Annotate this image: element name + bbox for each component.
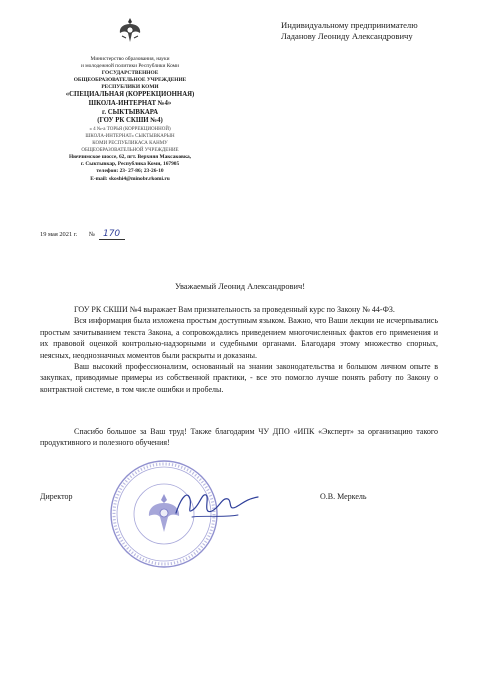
ministry-line-2: и молодежной политики Республики Коми	[81, 63, 179, 70]
org-line-1: ГОСУДАРСТВЕННОЕ	[101, 70, 159, 77]
komi-line-1: « 4 №-а ТОРЬЯ (КОРРЕКЦИОННОЙ)	[89, 126, 171, 132]
thanks-paragraph: Спасибо большое за Ваш труд! Также благодарим ЧУ ДПО «ИПК «Эксперт» за организацию такого продуктивного и полезного обучения!	[40, 427, 438, 448]
address-line-2: г. Сыктывкар, Республика Коми, 167905	[80, 161, 180, 168]
komi-line-2: ШКОЛА-ИНТЕРНАТ» СЫКТЫВКАРЫН	[85, 133, 175, 139]
komi-line-3: КОМИ РЕСПУБЛИКАСА КАНМУ	[92, 141, 168, 147]
paragraph-1: ГОУ РК СКШИ №4 выражает Вам признательность за проведенный курс по Закону № 44-ФЗ.	[74, 305, 395, 314]
ministry-line-1: Министерство образования, науки	[90, 56, 170, 62]
address-line-1: Нюччимское шоссе, 62, пгт. Верхняя Максаковка,	[68, 154, 192, 161]
letter-date: 19 мая 2021 г.	[40, 231, 78, 238]
org-line-5: ШКОЛА-ИНТЕРНАТ №4»	[88, 100, 172, 108]
handwritten-signature	[172, 485, 262, 525]
recipient-line-2: Ладанову Леониду Александровичу	[281, 31, 413, 41]
coat-of-arms-icon	[117, 16, 143, 44]
number-sign: №	[88, 231, 95, 238]
org-line-6: г. СЫКТЫВКАРА	[102, 108, 158, 116]
email-line: E-mail: skoshi4@minobr.rkomi.ru	[90, 175, 170, 182]
letter-body	[40, 304, 438, 395]
paragraph-3: Ваш высокий профессионализм, основанный на знании законодательства и большом личном опыте в закупках, приводимые примеры из собственной практики, - все это помогло лучше понять работу по Закону о контрактной системе, в том числе ошибки и пробелы.	[40, 362, 438, 394]
org-line-4: «СПЕЦИАЛЬНАЯ (КОРРЕКЦИОННАЯ)	[65, 91, 195, 99]
greeting: Уважаемый Леонид Александрович!	[174, 282, 305, 291]
komi-line-4: ОБЩЕОБРАЗОВАТЕЛЬНОЙ УЧРЕЖДЕНИЕ	[81, 148, 179, 154]
paragraph-2: Вся информация была изложена простым доступным языком. Важно, что Ваши лекции не исчерпывались простым зачитыванием текста Закона, а сопровождались приведением многочисленных фактов его применения и их правовой оценкой контрольно-надзорными и судебными органами. Благодаря этому множество спорных, неясных, неоднозначных моментов были раскрыты и доказаны.	[40, 316, 438, 360]
org-line-7: (ГОУ РК СКШИ №4)	[97, 117, 163, 125]
org-line-2: ОБЩЕОБРАЗОВАТЕЛЬНОЕ УЧРЕЖДЕНИЕ	[73, 77, 187, 84]
letterhead	[40, 56, 220, 183]
phone-line: телефон: 23- 27-86; 23-26-10	[96, 168, 164, 175]
recipient-line-1: Индивидуальному предпринимателю	[281, 20, 418, 30]
director-name: О.В. Меркель	[320, 492, 367, 501]
letter-number: 170	[99, 229, 125, 240]
recipient-block	[281, 20, 471, 42]
date-number-line	[40, 229, 125, 240]
director-title: Директор	[40, 492, 73, 501]
org-line-3: РЕСПУБЛИКИ КОМИ	[101, 84, 159, 91]
